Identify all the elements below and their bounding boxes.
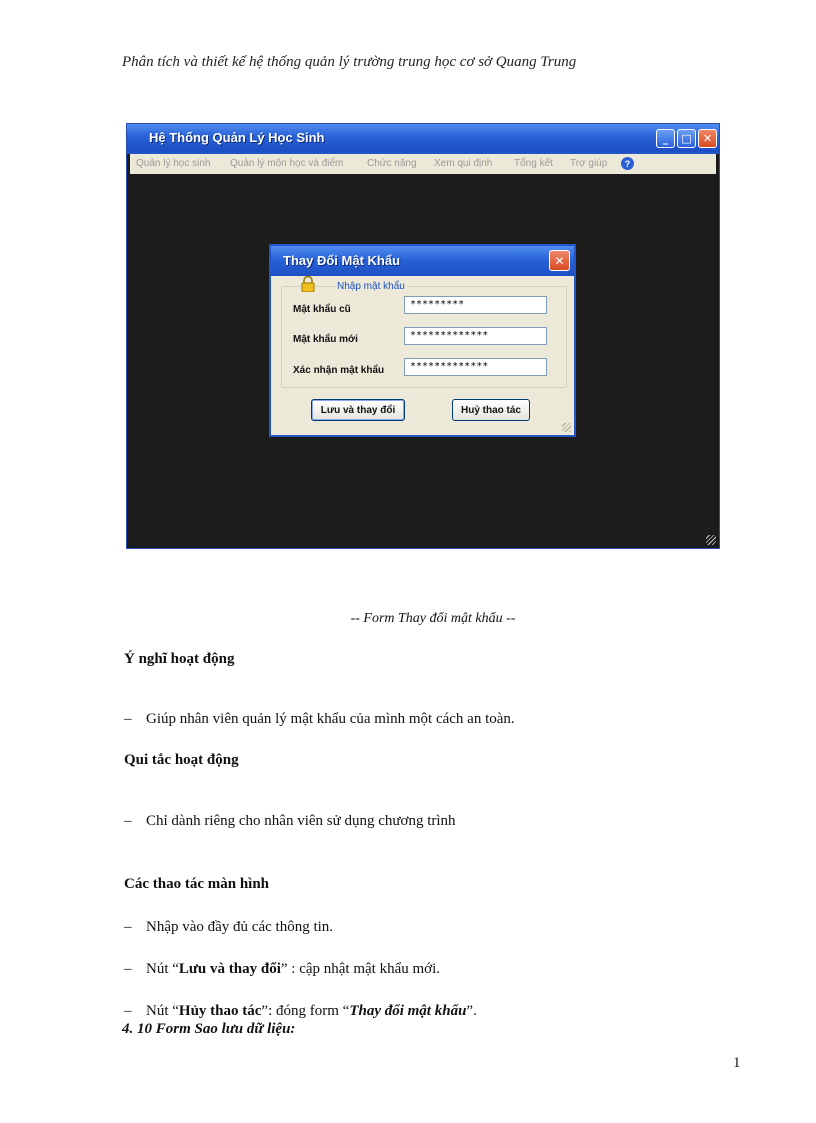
app-titlebar (127, 124, 719, 154)
bullet-text: Chỉ dành riêng cho nhân viên sử dụng chương trình (146, 813, 456, 829)
dialog-close-button[interactable] (549, 250, 570, 271)
bullet-bold-text: Lưu và thay đổi (178, 961, 281, 977)
old-password-field[interactable]: ********* (404, 296, 547, 314)
bullet-bold-italic-text: Thay đổi mật khẩu (349, 1003, 467, 1019)
bullet-text: Giúp nhân viên quản lý mật khẩu của mình một cách an toàn. (146, 711, 515, 727)
rules-bullet (124, 813, 456, 830)
minimize-icon: _ (662, 132, 669, 145)
minimize-button[interactable] (656, 129, 675, 148)
resize-grip-icon[interactable] (562, 423, 571, 432)
app-title: Hệ Thống Quản Lý Học Sinh (149, 130, 325, 145)
rules-heading: Qui tắc hoạt động (124, 752, 239, 768)
dialog-title: Thay Đổi Mật Khẩu (283, 253, 401, 268)
group-caption: Nhập mật khẩu (337, 281, 405, 292)
new-password-label: Mật khẩu mới (293, 334, 358, 345)
maximize-icon: □ (681, 132, 692, 145)
menubar (130, 154, 716, 174)
bullet-text-prefix: Nút “ (146, 1003, 179, 1019)
document-header: Phân tích và thiết kế hệ thống quản lý trường trung học cơ sở Quang Trung (122, 54, 577, 70)
save-button[interactable]: Lưu và thay đổi (311, 399, 405, 421)
operations-bullet-3 (124, 1003, 477, 1020)
change-password-dialog (269, 244, 576, 437)
lock-icon (301, 276, 315, 292)
menu-tong-ket[interactable]: Tổng kết (514, 158, 553, 169)
bullet-dash: – (124, 961, 132, 977)
old-password-label: Mật khẩu cũ (293, 304, 351, 315)
purpose-heading: Ý nghĩ hoạt động (124, 651, 235, 667)
confirm-password-label: Xác nhận mật khẩu (293, 365, 385, 376)
resize-grip-icon[interactable] (706, 535, 716, 545)
dialog-titlebar (271, 246, 574, 276)
close-icon: ✕ (702, 132, 713, 145)
bullet-dash: – (124, 919, 132, 935)
confirm-password-field[interactable]: ************* (404, 358, 547, 376)
operations-bullet-2 (124, 961, 440, 978)
bullet-text-suffix: ”. (466, 1003, 477, 1019)
maximize-button[interactable] (677, 129, 696, 148)
bullet-dash: – (124, 813, 132, 829)
bullet-text-suffix: ” : cập nhật mật khẩu mới. (280, 961, 441, 977)
figure-caption: -- Form Thay đổi mật khẩu -- (350, 611, 516, 626)
menu-chuc-nang[interactable]: Chức năng (367, 158, 417, 169)
purpose-bullet (124, 711, 515, 728)
page-number: 1 (733, 1055, 741, 1071)
close-icon: ✕ (554, 253, 565, 268)
bullet-dash: – (124, 1003, 132, 1019)
cancel-button[interactable]: Huỷ thao tác (452, 399, 530, 421)
close-button[interactable] (698, 129, 717, 148)
bullet-text-prefix: Nút “ (146, 961, 179, 977)
menu-quan-ly-mon-hoc[interactable]: Quản lý môn học và điểm (230, 158, 344, 169)
next-section-title: 4. 10 Form Sao lưu dữ liệu: (122, 1021, 296, 1037)
menu-tro-giup[interactable]: Trợ giúp (570, 158, 608, 169)
bullet-text-mid: ”: đóng form “ (261, 1003, 350, 1019)
help-icon[interactable]: ? (621, 157, 634, 170)
new-password-field[interactable]: ************* (404, 327, 547, 345)
menu-quan-ly-hoc-sinh[interactable]: Quản lý học sinh (136, 158, 211, 169)
bullet-bold-text: Hủy thao tác (178, 1003, 262, 1019)
menu-xem-qui-dinh[interactable]: Xem qui định (434, 158, 493, 169)
bullet-dash: – (124, 711, 132, 727)
bullet-text: Nhập vào đầy đủ các thông tin. (146, 919, 334, 935)
operations-bullet-1 (124, 919, 333, 936)
operations-heading: Các thao tác màn hình (124, 876, 270, 892)
